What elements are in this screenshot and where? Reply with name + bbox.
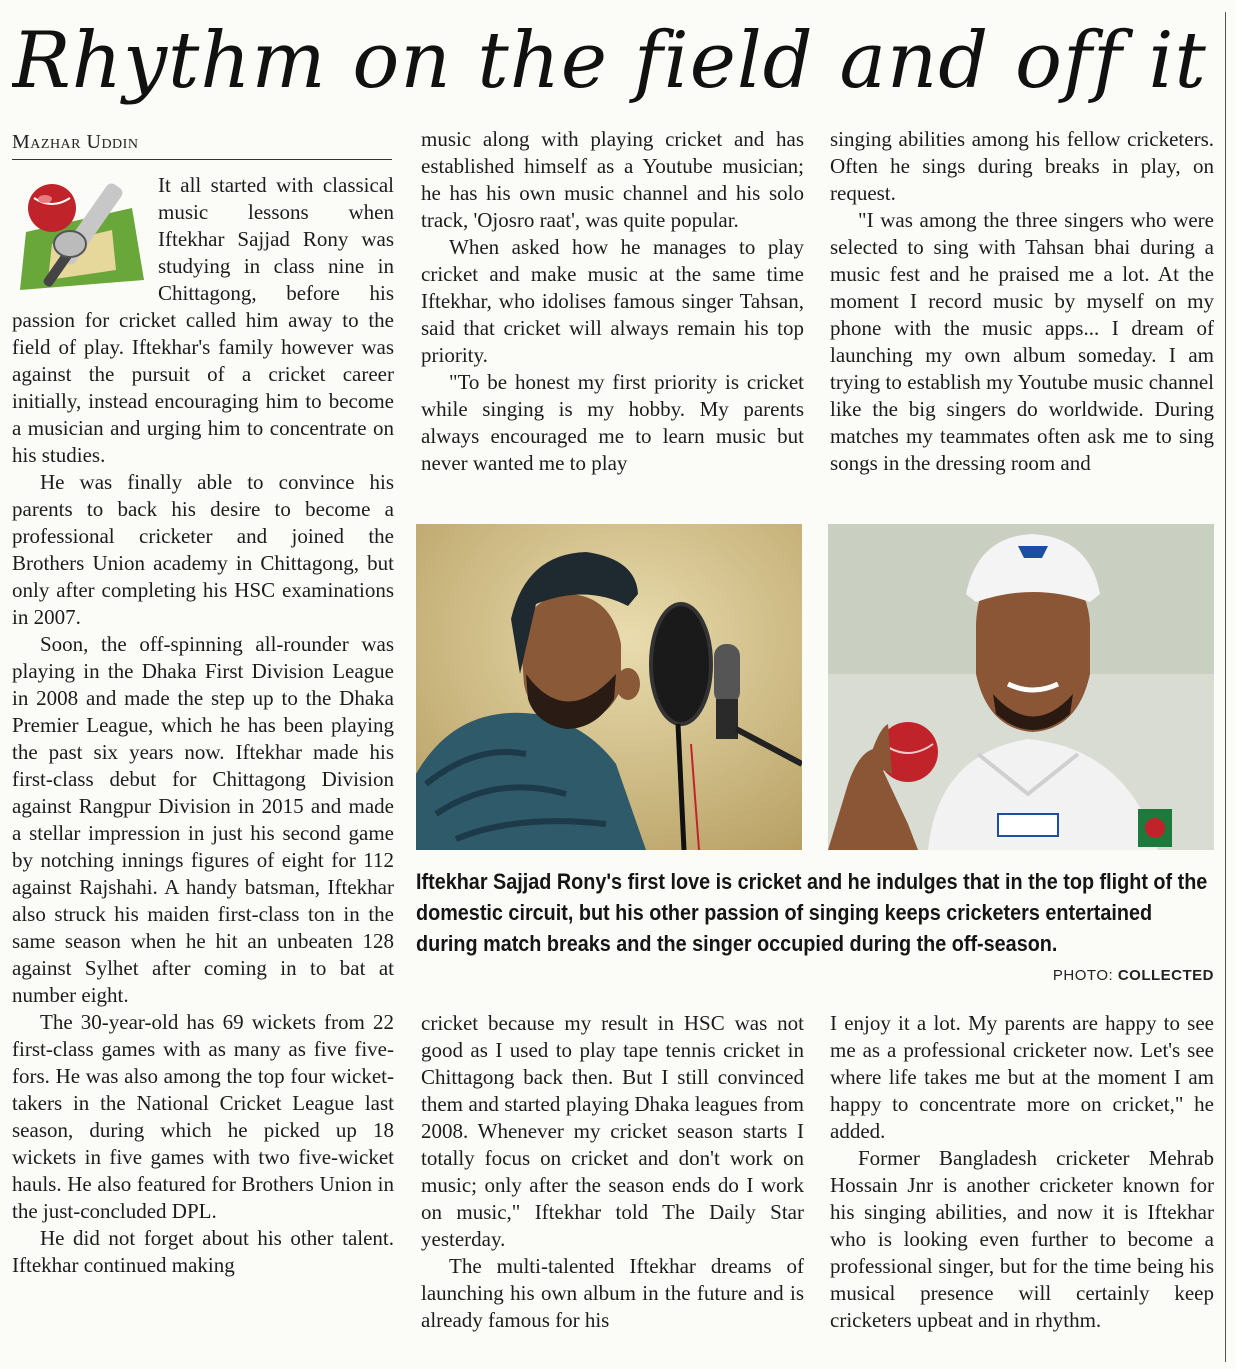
- photo-credit-label: PHOTO:: [1052, 967, 1114, 984]
- article-column-1: [12, 172, 394, 1362]
- paragraph: I enjoy it a lot. My parents are happy to see me as a professional cricketer now. Let's see where life takes me but at the moment I am happy to concentrate more on cricket," he added.: [830, 1011, 1214, 1143]
- photo-credit-source: COLLECTED: [1117, 967, 1214, 984]
- paragraph: "I was among the three singers who were selected to sing with Tahsan bhai during a music fest and he praised me a lot. At the moment I record music by myself on my phone with the music apps... I dream of launching my own album someday. I am trying to establish my Youtube music channel like the big singers do worldwide. During matches my teammates often ask me to sing songs in the dressing room and: [830, 208, 1214, 475]
- photo-caption: Iftekhar Sajjad Rony's first love is cricket and he indulges that in the top flight of the domestic circuit, but his other passion of singing keeps cricketers entertained during match breaks and the singer occupied during the off-season.: [416, 869, 1208, 956]
- paragraph: cricket because my result in HSC was not good as I used to play tape tennis cricket in Chittagong back then. But I still convinced them and started playing Dhaka leagues from 2008. Whenever my cricket season starts I totally focus on cricket and don't work on music; only after the season ends do I work on music," Iftekhar told The Daily Star yesterday.: [421, 1011, 804, 1251]
- paragraph: He did not forget about his other talent. Iftekhar continued making: [12, 1226, 394, 1277]
- paragraph: Former Bangladesh cricketer Mehrab Hossain Jnr is another cricketer known for his singing abilities, and now it is Iftekhar who is looking even further to become a professional singer, but for the time being his musical presence will certainly keep cricketers upbeat and in rhythm.: [830, 1146, 1214, 1332]
- paragraph: singing abilities among his fellow cricketers. Often he sings during breaks in play, on request.: [830, 127, 1214, 205]
- photo-credit: [980, 964, 1214, 988]
- paragraph: "To be honest my first priority is cricket while singing is my hobby. My parents always encouraged me to learn music but never wanted me to play: [421, 370, 804, 475]
- cricket-music-logo-icon: [12, 172, 152, 298]
- cricketer-holding-ball-photo: [828, 524, 1214, 850]
- paragraph: The multi-talented Iftekhar dreams of launching his own album in the future and is already famous for his: [421, 1254, 804, 1332]
- article-column-3-top: [830, 126, 1214, 504]
- byline: Mazhar Uddin: [12, 131, 139, 153]
- article-column-2-top: [421, 126, 804, 504]
- article-column-3-bottom: [830, 1010, 1214, 1362]
- paragraph: music along with playing cricket and has established himself as a Youtube musician; he has his own music channel and his solo track, 'Ojosro raat', was quite popular.: [421, 127, 804, 232]
- byline-rule: [12, 159, 392, 160]
- headline: Rhythm on the field and off it: [12, 16, 1207, 106]
- paragraph: It all started with classical music lessons when Iftekhar Sajjad Rony was studying in class nine in Chittagong, before his passion for cricket called him away to the field of play. Iftekhar's family however was against the pursuit of a cricket career initially, instead encouraging him to become a musician and urging him to concentrate on his studies.: [12, 173, 394, 467]
- paragraph: The 30-year-old has 69 wickets from 22 first-class games with as many as five five-fors. He was also among the top four wicket-takers in the National Cricket League last season, during which he picked up 18 wickets in five games with two five-wicket hauls. He also featured for Brothers Union in the just-concluded DPL.: [12, 1010, 394, 1223]
- article-column-2-bottom: [421, 1010, 804, 1362]
- paragraph: Soon, the off-spinning all-rounder was playing in the Dhaka First Division League in 2008 and made the step up to the Dhaka Premier League, which he has been playing the past six years now. Iftekhar made his first-class debut for Chittagong Division against Rangpur Division in 2015 and made a stellar impression in just his second game by notching innings figures of eight for 112 against Rajshahi. A handy batsman, Iftekhar also struck his maiden first-class ton in the same season when he hit an unbeaten 128 against Sylhet after coming in to bat at number eight.: [12, 632, 394, 1007]
- paragraph: When asked how he manages to play cricket and make music at the same time Iftekhar, who idolises famous singer Tahsan, said that cricket will always remain his top priority.: [421, 235, 804, 367]
- singer-at-microphone-photo: [416, 524, 802, 850]
- column-divider-rule: [1225, 12, 1226, 1362]
- paragraph: He was finally able to convince his parents to back his desire to become a professional cricketer and joined the Brothers Union academy in Chittagong, but only after completing his HSC examinations in 2007.: [12, 470, 394, 629]
